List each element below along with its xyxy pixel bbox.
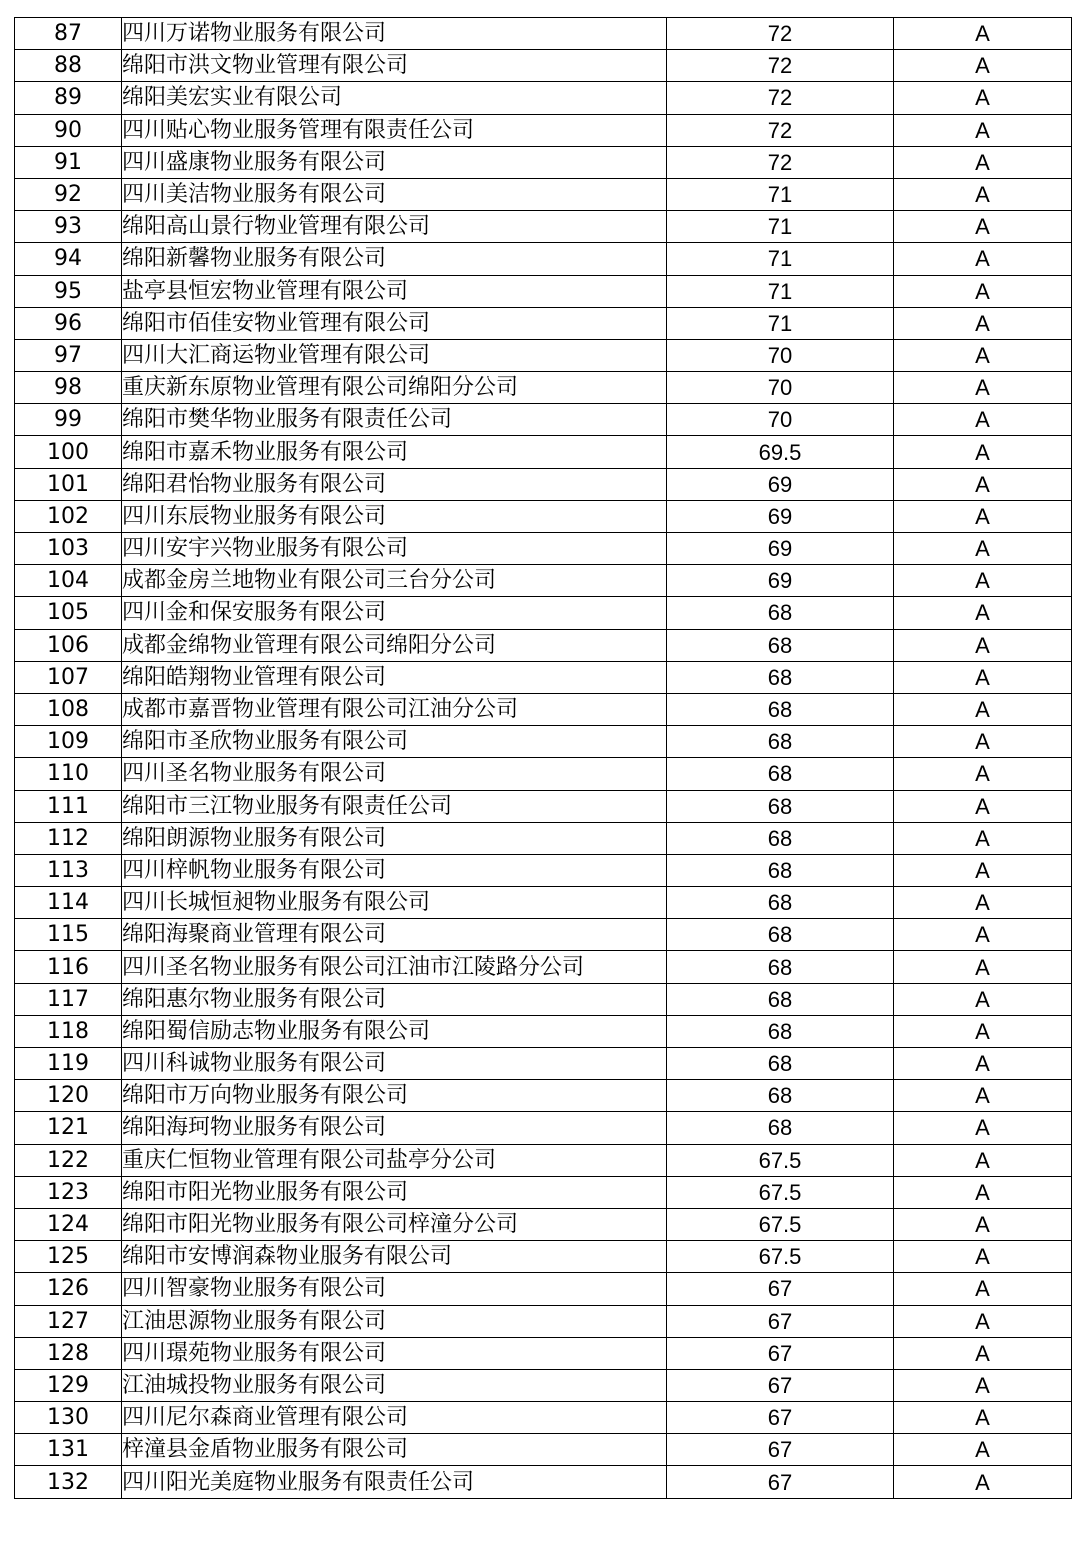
grade-cell: A	[894, 533, 1072, 565]
row-number-cell: 118	[15, 1015, 122, 1047]
grade-cell: A	[894, 758, 1072, 790]
table-row	[15, 178, 1072, 210]
grade-cell: A	[894, 243, 1072, 275]
row-number-cell: 110	[15, 758, 122, 790]
grade-cell: A	[894, 211, 1072, 243]
row-number-cell: 121	[15, 1112, 122, 1144]
score-cell: 72	[667, 146, 894, 178]
company-name-cell: 绵阳市樊华物业服务有限责任公司	[122, 404, 667, 436]
score-cell: 67.5	[667, 1241, 894, 1273]
grade-cell: A	[894, 18, 1072, 50]
score-cell: 68	[667, 693, 894, 725]
row-number-cell: 108	[15, 693, 122, 725]
row-number-cell: 105	[15, 597, 122, 629]
score-cell: 68	[667, 758, 894, 790]
row-number-cell: 119	[15, 1048, 122, 1080]
table-row	[15, 114, 1072, 146]
grade-cell: A	[894, 629, 1072, 661]
grade-cell: A	[894, 1305, 1072, 1337]
company-name-cell: 绵阳海聚商业管理有限公司	[122, 919, 667, 951]
company-name-cell: 四川尼尔森商业管理有限公司	[122, 1402, 667, 1434]
row-number-cell: 107	[15, 661, 122, 693]
grade-cell: A	[894, 822, 1072, 854]
company-name-cell: 绵阳市洪文物业管理有限公司	[122, 50, 667, 82]
score-cell: 68	[667, 822, 894, 854]
row-number-cell: 96	[15, 307, 122, 339]
score-cell: 68	[667, 1015, 894, 1047]
score-cell: 67	[667, 1369, 894, 1401]
table-row	[15, 1015, 1072, 1047]
company-name-cell: 四川梓帆物业服务有限公司	[122, 854, 667, 886]
score-cell: 72	[667, 50, 894, 82]
company-name-cell: 绵阳市嘉禾物业服务有限公司	[122, 436, 667, 468]
row-number-cell: 120	[15, 1080, 122, 1112]
grade-cell: A	[894, 114, 1072, 146]
company-name-cell: 四川万诺物业服务有限公司	[122, 18, 667, 50]
score-cell: 67.5	[667, 1144, 894, 1176]
score-cell: 67	[667, 1337, 894, 1369]
row-number-cell: 91	[15, 146, 122, 178]
table-row	[15, 1208, 1072, 1240]
score-cell: 68	[667, 854, 894, 886]
company-name-cell: 绵阳市万向物业服务有限公司	[122, 1080, 667, 1112]
row-number-cell: 130	[15, 1402, 122, 1434]
score-cell: 68	[667, 726, 894, 758]
score-cell: 68	[667, 983, 894, 1015]
table-row	[15, 275, 1072, 307]
score-cell: 68	[667, 951, 894, 983]
score-cell: 70	[667, 372, 894, 404]
table-row	[15, 1273, 1072, 1305]
row-number-cell: 131	[15, 1434, 122, 1466]
table-row	[15, 854, 1072, 886]
row-number-cell: 95	[15, 275, 122, 307]
company-name-cell: 四川科诚物业服务有限公司	[122, 1048, 667, 1080]
score-cell: 67	[667, 1305, 894, 1337]
table-row	[15, 887, 1072, 919]
row-number-cell: 87	[15, 18, 122, 50]
table-row	[15, 533, 1072, 565]
grade-cell: A	[894, 178, 1072, 210]
table-row	[15, 726, 1072, 758]
row-number-cell: 123	[15, 1176, 122, 1208]
company-name-cell: 绵阳朗源物业服务有限公司	[122, 822, 667, 854]
row-number-cell: 101	[15, 468, 122, 500]
score-cell: 68	[667, 597, 894, 629]
grade-cell: A	[894, 1434, 1072, 1466]
company-name-cell: 绵阳高山景行物业管理有限公司	[122, 211, 667, 243]
grade-cell: A	[894, 693, 1072, 725]
company-name-cell: 绵阳市安博润森物业服务有限公司	[122, 1241, 667, 1273]
grade-cell: A	[894, 500, 1072, 532]
row-number-cell: 122	[15, 1144, 122, 1176]
company-name-cell: 四川东辰物业服务有限公司	[122, 500, 667, 532]
company-name-cell: 绵阳市阳光物业服务有限公司梓潼分公司	[122, 1208, 667, 1240]
table-row	[15, 758, 1072, 790]
table-row	[15, 693, 1072, 725]
company-name-cell: 盐亭县恒宏物业管理有限公司	[122, 275, 667, 307]
row-number-cell: 126	[15, 1273, 122, 1305]
company-name-cell: 绵阳新馨物业服务有限公司	[122, 243, 667, 275]
table-row	[15, 1337, 1072, 1369]
company-name-cell: 四川圣名物业服务有限公司	[122, 758, 667, 790]
company-name-cell: 绵阳市三江物业服务有限责任公司	[122, 790, 667, 822]
grade-cell: A	[894, 983, 1072, 1015]
table-row	[15, 1466, 1072, 1498]
table-row	[15, 82, 1072, 114]
company-name-cell: 绵阳蜀信励志物业服务有限公司	[122, 1015, 667, 1047]
score-cell: 71	[667, 307, 894, 339]
table-row	[15, 951, 1072, 983]
rating-table-body	[15, 18, 1072, 1499]
row-number-cell: 111	[15, 790, 122, 822]
grade-cell: A	[894, 1208, 1072, 1240]
row-number-cell: 92	[15, 178, 122, 210]
row-number-cell: 116	[15, 951, 122, 983]
table-row	[15, 211, 1072, 243]
table-row	[15, 661, 1072, 693]
grade-cell: A	[894, 1015, 1072, 1047]
grade-cell: A	[894, 468, 1072, 500]
table-row	[15, 500, 1072, 532]
grade-cell: A	[894, 1112, 1072, 1144]
row-number-cell: 127	[15, 1305, 122, 1337]
company-name-cell: 四川长城恒昶物业服务有限公司	[122, 887, 667, 919]
row-number-cell: 132	[15, 1466, 122, 1498]
row-number-cell: 94	[15, 243, 122, 275]
score-cell: 72	[667, 82, 894, 114]
score-cell: 68	[667, 790, 894, 822]
table-row	[15, 1369, 1072, 1401]
company-name-cell: 绵阳惠尔物业服务有限公司	[122, 983, 667, 1015]
grade-cell: A	[894, 1337, 1072, 1369]
table-row	[15, 822, 1072, 854]
row-number-cell: 104	[15, 565, 122, 597]
grade-cell: A	[894, 1048, 1072, 1080]
table-row	[15, 597, 1072, 629]
score-cell: 68	[667, 887, 894, 919]
row-number-cell: 106	[15, 629, 122, 661]
table-row	[15, 1080, 1072, 1112]
row-number-cell: 89	[15, 82, 122, 114]
row-number-cell: 93	[15, 211, 122, 243]
score-cell: 72	[667, 18, 894, 50]
row-number-cell: 100	[15, 436, 122, 468]
score-cell: 69	[667, 468, 894, 500]
rating-table	[14, 17, 1072, 1499]
table-row	[15, 1241, 1072, 1273]
grade-cell: A	[894, 790, 1072, 822]
score-cell: 68	[667, 1080, 894, 1112]
company-name-cell: 四川大汇商运物业管理有限公司	[122, 339, 667, 371]
row-number-cell: 125	[15, 1241, 122, 1273]
grade-cell: A	[894, 1144, 1072, 1176]
table-row	[15, 1305, 1072, 1337]
table-row	[15, 790, 1072, 822]
score-cell: 71	[667, 211, 894, 243]
company-name-cell: 四川阳光美庭物业服务有限责任公司	[122, 1466, 667, 1498]
grade-cell: A	[894, 1466, 1072, 1498]
score-cell: 69	[667, 500, 894, 532]
table-row	[15, 1144, 1072, 1176]
company-name-cell: 成都金绵物业管理有限公司绵阳分公司	[122, 629, 667, 661]
grade-cell: A	[894, 919, 1072, 951]
score-cell: 71	[667, 243, 894, 275]
row-number-cell: 102	[15, 500, 122, 532]
company-name-cell: 四川贴心物业服务管理有限责任公司	[122, 114, 667, 146]
table-row	[15, 1112, 1072, 1144]
grade-cell: A	[894, 597, 1072, 629]
table-row	[15, 18, 1072, 50]
company-name-cell: 重庆新东原物业管理有限公司绵阳分公司	[122, 372, 667, 404]
company-name-cell: 梓潼县金盾物业服务有限公司	[122, 1434, 667, 1466]
table-row	[15, 1176, 1072, 1208]
grade-cell: A	[894, 50, 1072, 82]
score-cell: 67.5	[667, 1176, 894, 1208]
company-name-cell: 重庆仁恒物业管理有限公司盐亭分公司	[122, 1144, 667, 1176]
score-cell: 67	[667, 1273, 894, 1305]
grade-cell: A	[894, 565, 1072, 597]
row-number-cell: 109	[15, 726, 122, 758]
row-number-cell: 117	[15, 983, 122, 1015]
score-cell: 67.5	[667, 1208, 894, 1240]
table-row	[15, 50, 1072, 82]
company-name-cell: 江油思源物业服务有限公司	[122, 1305, 667, 1337]
table-row	[15, 565, 1072, 597]
grade-cell: A	[894, 854, 1072, 886]
table-row	[15, 146, 1072, 178]
table-row	[15, 919, 1072, 951]
table-row	[15, 404, 1072, 436]
grade-cell: A	[894, 307, 1072, 339]
company-name-cell: 绵阳市佰佳安物业管理有限公司	[122, 307, 667, 339]
score-cell: 69.5	[667, 436, 894, 468]
row-number-cell: 115	[15, 919, 122, 951]
grade-cell: A	[894, 1402, 1072, 1434]
grade-cell: A	[894, 1176, 1072, 1208]
row-number-cell: 88	[15, 50, 122, 82]
score-cell: 69	[667, 565, 894, 597]
company-name-cell: 四川璟苑物业服务有限公司	[122, 1337, 667, 1369]
table-row	[15, 468, 1072, 500]
grade-cell: A	[894, 726, 1072, 758]
score-cell: 67	[667, 1466, 894, 1498]
score-cell: 68	[667, 919, 894, 951]
score-cell: 70	[667, 339, 894, 371]
score-cell: 67	[667, 1402, 894, 1434]
score-cell: 71	[667, 178, 894, 210]
company-name-cell: 四川圣名物业服务有限公司江油市江陵路分公司	[122, 951, 667, 983]
company-name-cell: 成都金房兰地物业有限公司三台分公司	[122, 565, 667, 597]
company-name-cell: 四川美洁物业服务有限公司	[122, 178, 667, 210]
grade-cell: A	[894, 404, 1072, 436]
table-row	[15, 1402, 1072, 1434]
grade-cell: A	[894, 339, 1072, 371]
score-cell: 69	[667, 533, 894, 565]
score-cell: 71	[667, 275, 894, 307]
company-name-cell: 绵阳君怡物业服务有限公司	[122, 468, 667, 500]
company-name-cell: 绵阳市阳光物业服务有限公司	[122, 1176, 667, 1208]
company-name-cell: 绵阳市圣欣物业服务有限公司	[122, 726, 667, 758]
grade-cell: A	[894, 1273, 1072, 1305]
grade-cell: A	[894, 436, 1072, 468]
grade-cell: A	[894, 1241, 1072, 1273]
row-number-cell: 97	[15, 339, 122, 371]
table-row	[15, 372, 1072, 404]
company-name-cell: 四川安宇兴物业服务有限公司	[122, 533, 667, 565]
table-row	[15, 307, 1072, 339]
row-number-cell: 98	[15, 372, 122, 404]
score-cell: 68	[667, 1048, 894, 1080]
score-cell: 72	[667, 114, 894, 146]
table-row	[15, 1434, 1072, 1466]
company-name-cell: 绵阳美宏实业有限公司	[122, 82, 667, 114]
score-cell: 70	[667, 404, 894, 436]
company-name-cell: 绵阳海珂物业服务有限公司	[122, 1112, 667, 1144]
score-cell: 67	[667, 1434, 894, 1466]
company-name-cell: 四川智豪物业服务有限公司	[122, 1273, 667, 1305]
company-name-cell: 四川盛康物业服务有限公司	[122, 146, 667, 178]
grade-cell: A	[894, 661, 1072, 693]
table-row	[15, 436, 1072, 468]
company-name-cell: 绵阳皓翔物业管理有限公司	[122, 661, 667, 693]
score-cell: 68	[667, 1112, 894, 1144]
grade-cell: A	[894, 372, 1072, 404]
score-cell: 68	[667, 661, 894, 693]
table-row	[15, 1048, 1072, 1080]
table-row	[15, 629, 1072, 661]
grade-cell: A	[894, 146, 1072, 178]
grade-cell: A	[894, 951, 1072, 983]
company-name-cell: 成都市嘉晋物业管理有限公司江油分公司	[122, 693, 667, 725]
row-number-cell: 129	[15, 1369, 122, 1401]
row-number-cell: 112	[15, 822, 122, 854]
document-page	[14, 17, 1071, 1499]
row-number-cell: 113	[15, 854, 122, 886]
row-number-cell: 124	[15, 1208, 122, 1240]
grade-cell: A	[894, 275, 1072, 307]
grade-cell: A	[894, 82, 1072, 114]
grade-cell: A	[894, 887, 1072, 919]
company-name-cell: 四川金和保安服务有限公司	[122, 597, 667, 629]
table-row	[15, 243, 1072, 275]
grade-cell: A	[894, 1369, 1072, 1401]
row-number-cell: 103	[15, 533, 122, 565]
company-name-cell: 江油城投物业服务有限公司	[122, 1369, 667, 1401]
row-number-cell: 90	[15, 114, 122, 146]
table-row	[15, 339, 1072, 371]
score-cell: 68	[667, 629, 894, 661]
row-number-cell: 128	[15, 1337, 122, 1369]
table-row	[15, 983, 1072, 1015]
row-number-cell: 114	[15, 887, 122, 919]
row-number-cell: 99	[15, 404, 122, 436]
grade-cell: A	[894, 1080, 1072, 1112]
